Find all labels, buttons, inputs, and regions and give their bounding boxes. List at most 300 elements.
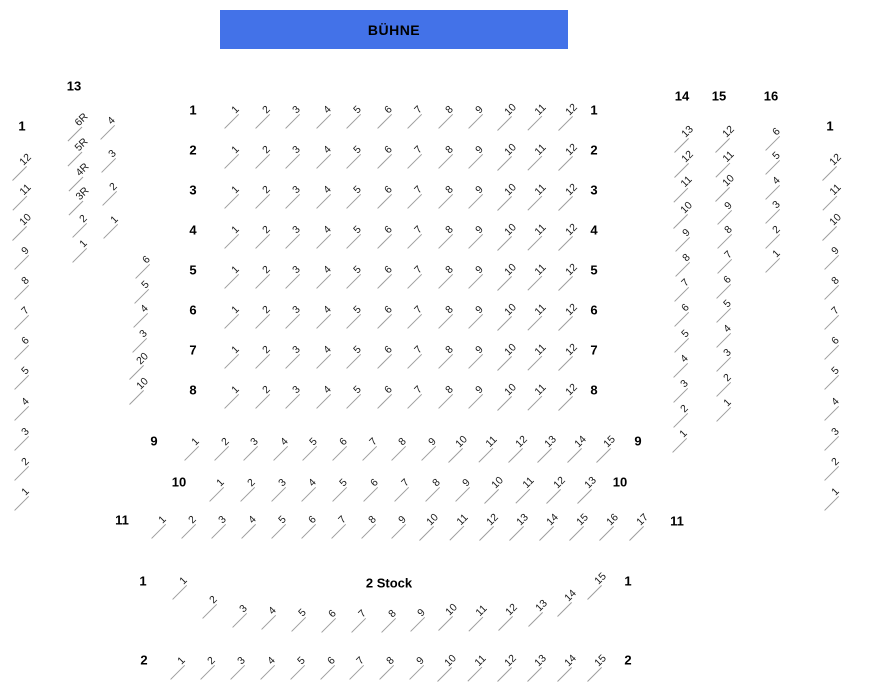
row-6-seat-11[interactable] <box>521 301 550 323</box>
row-5-seat-6[interactable] <box>371 263 395 283</box>
balcony-right-col-seat-4[interactable] <box>818 395 842 414</box>
seat-rotated-wrap <box>254 656 278 680</box>
row-5-seat-12[interactable] <box>551 261 581 283</box>
row-2-seat-2[interactable] <box>249 143 273 163</box>
stock2-row-1-seat-6[interactable] <box>315 607 339 627</box>
section-14-col-seat-3[interactable] <box>667 377 691 397</box>
seat-rotated-wrap <box>551 143 579 171</box>
row-11-seat-16[interactable] <box>592 511 622 533</box>
balcony-left-col-seat-8[interactable] <box>8 274 32 294</box>
section-14-col-seat-9[interactable] <box>669 226 693 246</box>
balcony-left-col-seat-12[interactable] <box>5 151 35 173</box>
seat-number: 3 <box>137 327 151 341</box>
section-14-col-seat-12[interactable] <box>667 148 697 170</box>
balcony-right-col-seat-1[interactable] <box>818 485 842 505</box>
row-9-seat-10[interactable] <box>442 433 472 455</box>
stock2-row-2-seat-13[interactable] <box>520 652 550 674</box>
row-10-seat-3[interactable] <box>265 476 289 496</box>
row-2-seat-7[interactable] <box>401 143 425 163</box>
stock2-row-2-seat-4[interactable] <box>254 654 278 674</box>
row-9-seat-15[interactable] <box>590 433 620 455</box>
section-15-col-seat-3[interactable] <box>710 346 734 366</box>
balcony-right-col-seat-8[interactable] <box>818 274 842 294</box>
section-14-col-seat-7[interactable] <box>668 276 692 296</box>
row-1-seat-2[interactable] <box>249 103 273 123</box>
seat-number: 3 <box>248 435 261 449</box>
seat-number: 14 <box>544 511 561 529</box>
row-7-seat-2[interactable] <box>249 343 273 363</box>
section-13-col-a-seat-3R[interactable] <box>61 185 92 207</box>
stock2-row-2-seat-8[interactable] <box>373 654 398 674</box>
stock2-row-2-seat-14[interactable] <box>550 652 580 674</box>
row-3-seat-1[interactable] <box>218 183 242 203</box>
row-2-seat-8[interactable] <box>432 143 456 163</box>
seat-number: 9 <box>414 654 427 668</box>
row-5-seat-1[interactable] <box>218 263 242 283</box>
row-2-seat-6[interactable] <box>371 143 395 163</box>
row-4-seat-9[interactable] <box>462 223 486 243</box>
stock2-row-1-seat-14[interactable] <box>550 587 580 609</box>
row-6-seat-1[interactable] <box>218 303 242 323</box>
row-7-seat-11[interactable] <box>521 341 550 363</box>
balcony-right-col-seat-11[interactable] <box>816 181 845 203</box>
section-15-col-seat-1[interactable] <box>710 396 734 415</box>
row-2-seat-1[interactable] <box>218 143 242 163</box>
row-5-seat-9[interactable] <box>462 263 486 283</box>
row-8-seat-4[interactable] <box>310 383 334 403</box>
stock2-row-1-seat-13[interactable] <box>521 597 551 619</box>
balcony-left-col-seat-2[interactable] <box>8 455 32 475</box>
seat-tick-icon <box>133 313 148 328</box>
stock2-row-2-seat-2[interactable] <box>194 654 218 674</box>
seat-number: 12 <box>562 261 580 279</box>
seat-rotated-wrap <box>818 396 842 420</box>
stock2-row-1-seat-3[interactable] <box>226 602 250 622</box>
row-3-seat-8[interactable] <box>432 183 456 203</box>
section-15-col-seat-4[interactable] <box>710 322 734 342</box>
row-4-seat-5[interactable] <box>340 223 364 243</box>
row-10-seat-4[interactable] <box>295 476 320 496</box>
row-6-seat-9[interactable] <box>462 303 486 323</box>
row-3-seat-3[interactable] <box>279 183 303 203</box>
section-15-col-seat-12[interactable] <box>708 123 738 145</box>
seat-rotated-wrap <box>462 265 486 289</box>
stock2-row-1-seat-5[interactable] <box>285 606 309 626</box>
section-14-col-seat-6[interactable] <box>668 301 692 321</box>
balcony-right-col-seat-5[interactable] <box>818 364 842 384</box>
section-15-label: 15 <box>711 88 727 104</box>
row-9-seat-3[interactable] <box>237 435 261 455</box>
row-4-seat-7[interactable] <box>401 223 425 243</box>
row-7-seat-12[interactable] <box>551 341 581 363</box>
row-11-seat-5[interactable] <box>265 513 289 533</box>
seat-number: 3R <box>73 185 92 204</box>
row-10-seat-7[interactable] <box>388 476 412 496</box>
seat-number: 7 <box>412 263 425 277</box>
row-11-seat-4[interactable] <box>235 513 259 533</box>
row-9-seat-6[interactable] <box>326 435 350 455</box>
row-9-seat-14[interactable] <box>560 433 590 455</box>
row-1-seat-12[interactable] <box>551 101 581 123</box>
row-4-seat-10[interactable] <box>490 221 520 243</box>
seat-number: 3 <box>290 223 303 237</box>
row-10-seat-6[interactable] <box>357 476 381 496</box>
stock2-row-1-seat-2[interactable] <box>196 593 220 613</box>
row-10-seat-5[interactable] <box>326 476 350 496</box>
row-11-seat-9[interactable] <box>385 513 409 533</box>
stock2-row-1-seat-9[interactable] <box>404 606 428 626</box>
section-14-col-seat-11[interactable] <box>667 174 696 195</box>
balcony-left-col-seat-1[interactable] <box>8 485 32 505</box>
section-15-col-seat-8[interactable] <box>711 223 735 243</box>
row-6-seat-6[interactable] <box>371 303 395 323</box>
row-6-seat-2[interactable] <box>249 303 273 323</box>
row-7-seat-1[interactable] <box>218 343 242 363</box>
section-16-col-seat-5[interactable] <box>759 149 783 169</box>
row-9-seat-1[interactable] <box>178 435 202 455</box>
row-7-seat-7[interactable] <box>401 343 425 363</box>
row-4-seat-12[interactable] <box>551 221 581 243</box>
seat-tick-icon <box>200 665 215 680</box>
seat-number: 3 <box>234 654 248 668</box>
row-4-seat-11[interactable] <box>521 221 550 243</box>
section-16-col-seat-4[interactable] <box>759 174 783 194</box>
seat-rotated-wrap <box>340 385 364 409</box>
seat-number: 5 <box>276 513 289 527</box>
balcony-left-col-seat-4[interactable] <box>8 395 32 414</box>
row-5-seat-5[interactable] <box>340 263 364 283</box>
balcony-left-col-seat-10[interactable] <box>5 211 35 233</box>
stock2-row-1-seat-8[interactable] <box>375 607 399 627</box>
row-2-seat-10[interactable] <box>490 141 520 163</box>
section-14-col-seat-4[interactable] <box>667 352 692 372</box>
seat-rotated-wrap <box>590 435 618 463</box>
row-11-seat-1[interactable] <box>145 513 169 533</box>
stock2-row-2-seat-9[interactable] <box>403 654 427 674</box>
seat-rotated-wrap <box>431 654 459 682</box>
section-13-col-b-seat-3[interactable] <box>95 147 119 167</box>
row-10-seat-8[interactable] <box>419 476 443 496</box>
row-9-seat-5[interactable] <box>296 435 321 455</box>
seat-number: 9 <box>19 244 32 257</box>
row-4-seat-8[interactable] <box>432 223 456 243</box>
row-5-seat-2[interactable] <box>249 263 273 283</box>
row-6-label-right: 6 <box>590 302 598 318</box>
row-6-seat-3[interactable] <box>279 303 303 323</box>
section-16-col-seat-2[interactable] <box>759 223 783 242</box>
row-11-seat-15[interactable] <box>562 511 592 533</box>
stock2-row-1-seat-15[interactable] <box>580 570 610 592</box>
section-14-col-seat-5[interactable] <box>668 327 692 346</box>
row-4-seat-2[interactable] <box>249 223 273 243</box>
row-11-seat-3[interactable] <box>205 513 229 533</box>
row-5-seat-11[interactable] <box>521 261 550 283</box>
row-4-seat-3[interactable] <box>279 223 303 243</box>
row-8-seat-2[interactable] <box>249 383 273 403</box>
seat-number: 8 <box>19 274 32 287</box>
row-9-seat-4[interactable] <box>267 435 291 455</box>
row-11-seat-11[interactable] <box>443 511 472 533</box>
seat-rotated-wrap <box>340 145 364 169</box>
row-2-seat-5[interactable] <box>340 143 364 163</box>
row-11-seat-2[interactable] <box>175 513 199 533</box>
row-3-seat-9[interactable] <box>462 183 486 203</box>
row-11-seat-6[interactable] <box>295 513 319 533</box>
section-16-col-seat-6[interactable] <box>759 125 783 145</box>
seat-rotated-wrap <box>478 476 506 504</box>
row-6-seat-12[interactable] <box>551 301 581 323</box>
balcony-right-col-seat-3[interactable] <box>818 425 842 445</box>
row-2-seat-12[interactable] <box>551 141 581 163</box>
left-box-col-seat-6[interactable] <box>129 253 153 273</box>
row-7-seat-10[interactable] <box>490 341 520 363</box>
stock2-row-2-seat-15[interactable] <box>580 652 610 674</box>
row-8-seat-6[interactable] <box>371 383 395 403</box>
seat-number: 5 <box>351 383 364 397</box>
row-10-seat-11[interactable] <box>509 474 538 496</box>
stock2-row-2-seat-5[interactable] <box>284 654 308 674</box>
balcony-left-col-seat-11[interactable] <box>6 181 35 203</box>
row-7-seat-6[interactable] <box>371 343 395 363</box>
seat-tick-icon <box>316 114 331 129</box>
row-11-seat-8[interactable] <box>355 513 379 533</box>
stock2-row-1-seat-4[interactable] <box>255 604 279 624</box>
seat-number: 5 <box>19 364 32 378</box>
row-8-seat-1[interactable] <box>218 383 242 403</box>
row-6-seat-7[interactable] <box>401 303 425 323</box>
row-6-seat-5[interactable] <box>340 303 364 323</box>
stock2-row-2-seat-12[interactable] <box>490 652 520 674</box>
row-9-seat-13[interactable] <box>530 433 560 455</box>
row-1-seat-9[interactable] <box>462 103 486 123</box>
row-5-seat-4[interactable] <box>310 263 334 283</box>
row-1-seat-8[interactable] <box>432 103 456 123</box>
row-3-seat-6[interactable] <box>371 183 395 203</box>
seat-rotated-wrap <box>218 385 242 409</box>
row-7-seat-3[interactable] <box>279 343 303 363</box>
row-2-seat-3[interactable] <box>279 143 303 163</box>
section-16-col-seat-1[interactable] <box>759 247 783 267</box>
balcony-right-col-seat-6[interactable] <box>818 334 842 354</box>
stock2-row-1-seat-10[interactable] <box>431 601 461 623</box>
row-8-seat-9[interactable] <box>462 383 486 403</box>
row-5-seat-3[interactable] <box>279 263 303 283</box>
section-15-col-seat-10[interactable] <box>708 172 738 194</box>
section-15-col-seat-6[interactable] <box>710 273 735 292</box>
seat-rotated-wrap <box>175 515 199 539</box>
row-8-seat-10[interactable] <box>490 381 520 403</box>
seat-number: 3 <box>216 513 229 527</box>
balcony-left-col-seat-3[interactable] <box>8 425 32 445</box>
seat-rotated-wrap <box>235 515 259 539</box>
left-box-col-seat-3[interactable] <box>126 327 151 347</box>
balcony-left-col-seat-6[interactable] <box>8 334 32 354</box>
row-1-seat-4[interactable] <box>310 103 334 123</box>
section-14-col-seat-8[interactable] <box>669 251 693 271</box>
section-13-col-b-seat-1[interactable] <box>97 213 121 233</box>
seat-number: 1 <box>721 396 734 409</box>
section-16-col-seat-3[interactable] <box>759 198 783 218</box>
balcony-left-col-seat-5[interactable] <box>8 364 32 384</box>
row-10-seat-2[interactable] <box>234 476 258 496</box>
seat-number: 6 <box>19 334 32 348</box>
balcony-left-col-seat-7[interactable] <box>8 304 32 324</box>
balcony-right-col-seat-10[interactable] <box>815 211 845 233</box>
left-box-col-seat-10[interactable] <box>122 374 152 396</box>
stock2-row-2-seat-11[interactable] <box>461 652 490 674</box>
row-5-seat-7[interactable] <box>401 263 425 283</box>
section-13-col-a-seat-5R[interactable] <box>61 135 92 158</box>
row-2-seat-4[interactable] <box>310 143 334 163</box>
row-9-seat-9[interactable] <box>415 435 439 455</box>
seat-rotated-wrap <box>669 228 693 252</box>
seat-rotated-wrap <box>340 265 364 289</box>
stock2-row-2-seat-7[interactable] <box>343 654 368 674</box>
seat-rotated-wrap <box>370 145 394 169</box>
left-box-col-seat-5[interactable] <box>128 278 152 297</box>
section-13-col-a-seat-1[interactable] <box>66 237 90 257</box>
balcony-left-col-seat-9[interactable] <box>8 244 32 263</box>
section-15-col-seat-11[interactable] <box>708 148 737 169</box>
row-3-seat-4[interactable] <box>310 183 334 203</box>
seat-number: 2 <box>259 183 273 197</box>
row-3-seat-10[interactable] <box>490 181 520 203</box>
section-14-col-seat-13[interactable] <box>667 123 697 145</box>
row-4-seat-6[interactable] <box>371 223 395 243</box>
row-10-seat-9[interactable] <box>449 476 474 496</box>
section-13-col-a-seat-6R[interactable] <box>60 110 91 133</box>
seat-rotated-wrap <box>8 336 32 360</box>
section-14-col-seat-10[interactable] <box>666 198 696 220</box>
balcony-right-col-seat-7[interactable] <box>818 304 842 324</box>
seat-rotated-wrap <box>279 185 303 209</box>
seat-number: 2 <box>259 143 273 157</box>
row-1-seat-7[interactable] <box>401 103 425 123</box>
row-6-seat-10[interactable] <box>490 301 520 323</box>
section-15-col-seat-9[interactable] <box>711 199 735 219</box>
row-11-seat-12[interactable] <box>472 511 502 533</box>
row-11-seat-10[interactable] <box>412 511 442 533</box>
row-3-seat-12[interactable] <box>551 181 581 203</box>
row-3-seat-2[interactable] <box>249 183 273 203</box>
stock2-row-1-seat-7[interactable] <box>345 607 369 627</box>
row-7-seat-4[interactable] <box>310 343 334 363</box>
seat-rotated-wrap <box>309 225 333 249</box>
row-10-seat-12[interactable] <box>539 474 569 496</box>
row-11-seat-13[interactable] <box>502 511 532 533</box>
seat-rotated-wrap <box>8 396 32 420</box>
stock2-row-1-seat-12[interactable] <box>491 601 521 623</box>
row-11-seat-17[interactable] <box>622 511 652 533</box>
row-10-seat-13[interactable] <box>570 474 600 496</box>
seat-rotated-wrap <box>667 200 695 228</box>
row-4-seat-1[interactable] <box>218 223 242 243</box>
row-5-seat-10[interactable] <box>490 261 520 283</box>
seat-number: 3 <box>106 147 119 161</box>
row-9-seat-8[interactable] <box>385 435 409 455</box>
row-11-seat-7[interactable] <box>325 513 349 533</box>
row-2-seat-9[interactable] <box>462 143 486 163</box>
balcony-right-col-seat-12[interactable] <box>815 151 845 173</box>
seat-number: 2 <box>205 654 218 668</box>
section-13-col-b-seat-4[interactable] <box>94 114 118 134</box>
row-1-seat-1[interactable] <box>218 103 242 123</box>
seat-rotated-wrap <box>8 245 32 269</box>
row-8-seat-8[interactable] <box>432 383 456 403</box>
row-5-seat-8[interactable] <box>432 263 456 283</box>
row-1-seat-10[interactable] <box>490 101 520 123</box>
left-box-col-seat-4[interactable] <box>127 302 151 322</box>
row-11-seat-14[interactable] <box>532 511 562 533</box>
stock2-row-2-seat-10[interactable] <box>430 652 460 674</box>
section-15-col-seat-7[interactable] <box>711 248 735 268</box>
stock2-row-2-seat-1[interactable] <box>164 654 188 674</box>
row-9-seat-7[interactable] <box>356 435 380 455</box>
row-9-seat-12[interactable] <box>501 433 531 455</box>
section-14-col-seat-1[interactable] <box>666 427 691 447</box>
row-9-seat-11[interactable] <box>472 433 501 455</box>
seat-rotated-wrap <box>66 239 90 263</box>
row-10-seat-1[interactable] <box>203 476 227 496</box>
section-13-col-b-seat-2[interactable] <box>96 180 120 200</box>
row-10-seat-10[interactable] <box>477 474 507 496</box>
row-9-seat-2[interactable] <box>208 435 232 455</box>
row-6-seat-8[interactable] <box>432 303 456 323</box>
section-15-col-seat-2[interactable] <box>710 371 734 391</box>
row-8-seat-5[interactable] <box>340 383 364 403</box>
section-15-col-seat-5[interactable] <box>710 297 735 317</box>
row-8-seat-3[interactable] <box>279 383 303 403</box>
row-4-seat-4[interactable] <box>310 223 334 243</box>
row-8-seat-11[interactable] <box>521 381 550 403</box>
seat-number: 6 <box>829 334 842 348</box>
stock2-row-2-seat-6[interactable] <box>314 654 338 674</box>
row-7-seat-5[interactable] <box>340 343 364 363</box>
row-7-seat-8[interactable] <box>432 343 456 363</box>
stock2-row-2-seat-3[interactable] <box>224 654 248 674</box>
row-3-seat-5[interactable] <box>340 183 364 203</box>
row-1-seat-5[interactable] <box>340 103 364 123</box>
seat-rotated-wrap <box>388 478 412 502</box>
row-8-seat-12[interactable] <box>551 381 581 403</box>
seat-number: 5 <box>351 303 364 317</box>
row-2-seat-11[interactable] <box>521 141 550 163</box>
row-6-seat-4[interactable] <box>310 303 334 323</box>
seat-rotated-wrap <box>203 478 227 502</box>
row-7-seat-9[interactable] <box>462 343 486 363</box>
section-14-col-seat-2[interactable] <box>667 402 691 422</box>
stock2-row-1-seat-11[interactable] <box>462 602 491 624</box>
row-1-seat-3[interactable] <box>279 103 303 123</box>
seat-rotated-wrap <box>710 225 734 249</box>
seat-rotated-wrap <box>432 603 460 631</box>
row-3-seat-11[interactable] <box>521 181 550 203</box>
row-3-seat-7[interactable] <box>401 183 425 203</box>
row-8-seat-7[interactable] <box>401 383 425 403</box>
row-1-seat-6[interactable] <box>371 103 395 123</box>
stock2-row-1-seat-1[interactable] <box>166 574 190 594</box>
left-box-col-seat-20[interactable] <box>123 350 153 372</box>
row-1-seat-11[interactable] <box>521 101 550 123</box>
balcony-right-col-seat-2[interactable] <box>818 455 842 475</box>
balcony-right-col-seat-9[interactable] <box>818 244 842 263</box>
seat-number: 16 <box>604 511 621 529</box>
section-13-col-a-seat-4R[interactable] <box>61 160 92 182</box>
seat-number: 3 <box>290 183 303 197</box>
section-13-col-a-seat-2[interactable] <box>66 212 90 232</box>
seat-tick-icon <box>716 357 731 372</box>
seat-rotated-wrap <box>521 343 549 371</box>
